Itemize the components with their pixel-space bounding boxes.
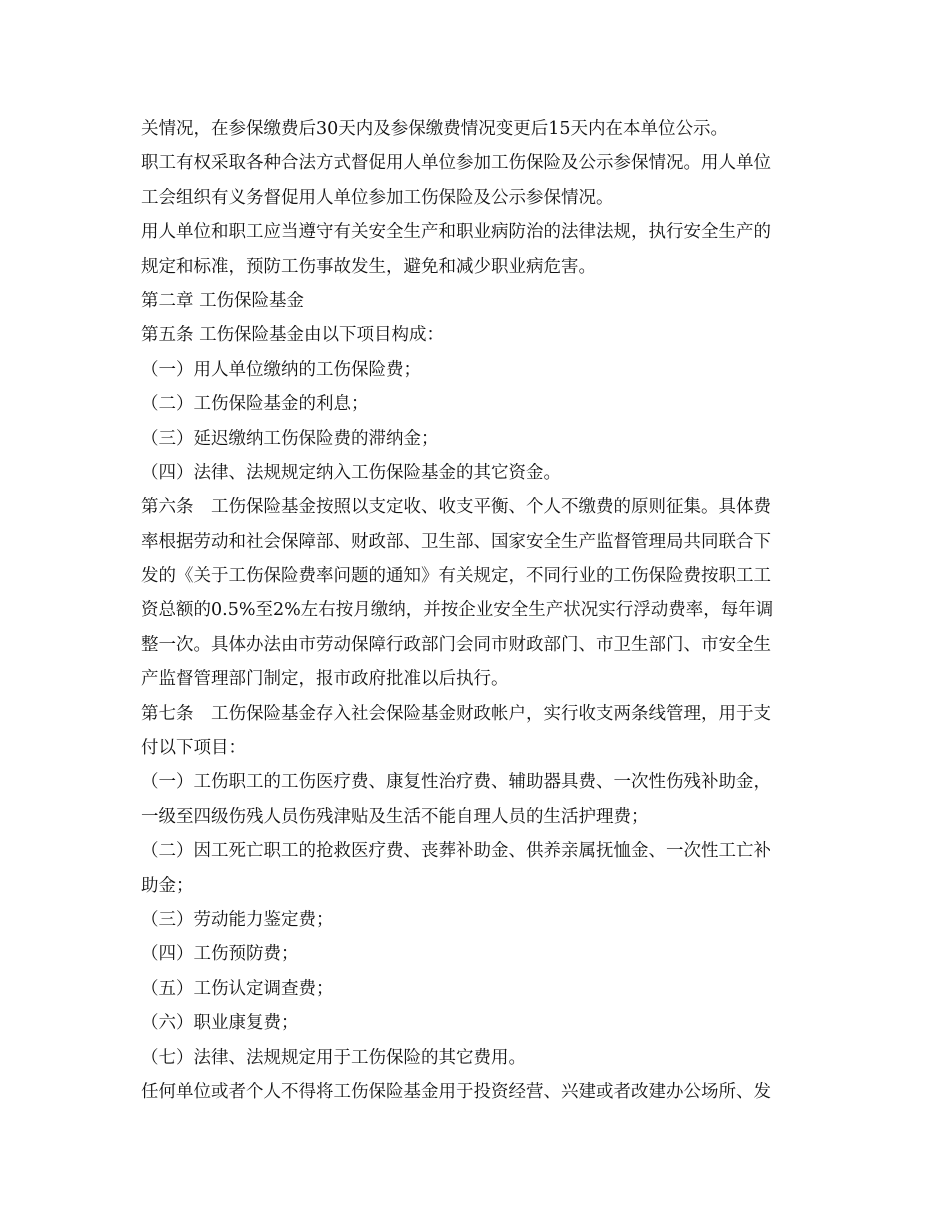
text-line: 规定和标准，预防工伤事故发生，避免和减少职业病危害。	[141, 256, 596, 277]
chapter-heading: 第二章 工伤保险基金	[141, 290, 305, 311]
text-line: 关情况，在参保缴费后30天内及参保缴费情况变更后15天内在本单位公示。	[141, 119, 729, 139]
list-item: （七）法律、法规规定用于工伤保险的其它费用。	[141, 1047, 526, 1068]
article-heading: 第五条 工伤保险基金由以下项目构成：	[141, 325, 445, 346]
list-item: （四）法律、法规规定纳入工伤保险基金的其它资金。	[141, 462, 561, 483]
text-line: 用人单位和职工应当遵守有关安全生产和职业病防治的法律法规，执行安全生产的	[141, 222, 771, 243]
list-item: （四）工伤预防费；	[141, 944, 299, 965]
article-text: 第六条 工伤保险基金按照以支定收、收支平衡、个人不缴费的原则征集。具体费	[141, 497, 771, 518]
list-item: （五）工伤认定调查费；	[141, 978, 334, 999]
list-item: （二）因工死亡职工的抢救医疗费、丧葬补助金、供养亲属抚恤金、一次性工亡补	[141, 841, 771, 862]
list-item: （六）职业康复费；	[141, 1013, 299, 1034]
text-line: 一级至四级伤残人员伤残津贴及生活不能自理人员的生活护理费；	[141, 806, 649, 827]
document-body	[141, 112, 821, 1109]
text-line: 职工有权采取各种合法方式督促用人单位参加工伤保险及公示参保情况。用人单位	[141, 153, 771, 174]
list-item: （二）工伤保险基金的利息；	[141, 394, 369, 415]
text-line: 产监督管理部门制定，报市政府批准以后执行。	[141, 669, 509, 690]
text-line: 工会组织有义务督促用人单位参加工伤保险及公示参保情况。	[141, 187, 614, 208]
text-line: 付以下项目：	[141, 738, 246, 759]
list-item: （三）劳动能力鉴定费；	[141, 909, 334, 930]
text-line: 任何单位或者个人不得将工伤保险基金用于投资经营、兴建或者改建办公场所、发	[141, 1081, 771, 1102]
text-line: 发的《关于工伤保险费率问题的通知》有关规定，不同行业的工伤保险费按职工工	[141, 566, 771, 587]
list-item: （一）用人单位缴纳的工伤保险费；	[141, 359, 421, 380]
list-item: （一）工伤职工的工伤医疗费、康复性治疗费、辅助器具费、一次性伤残补助金，	[141, 772, 771, 793]
list-item: （三）延迟缴纳工伤保险费的滞纳金；	[141, 428, 439, 449]
article-text: 第七条 工伤保险基金存入社会保险基金财政帐户，实行收支两条线管理，用于支	[141, 703, 771, 724]
text-line: 资总额的0.5%至2%左右按月缴纳，并按企业安全生产状况实行浮动费率，每年调	[141, 600, 774, 621]
text-line: 助金；	[141, 875, 194, 896]
text-line: 率根据劳动和社会保障部、财政部、卫生部、国家安全生产监督管理局共同联合下	[141, 531, 771, 552]
text-line: 整一次。具体办法由市劳动保障行政部门会同市财政部门、市卫生部门、市安全生	[141, 634, 771, 655]
